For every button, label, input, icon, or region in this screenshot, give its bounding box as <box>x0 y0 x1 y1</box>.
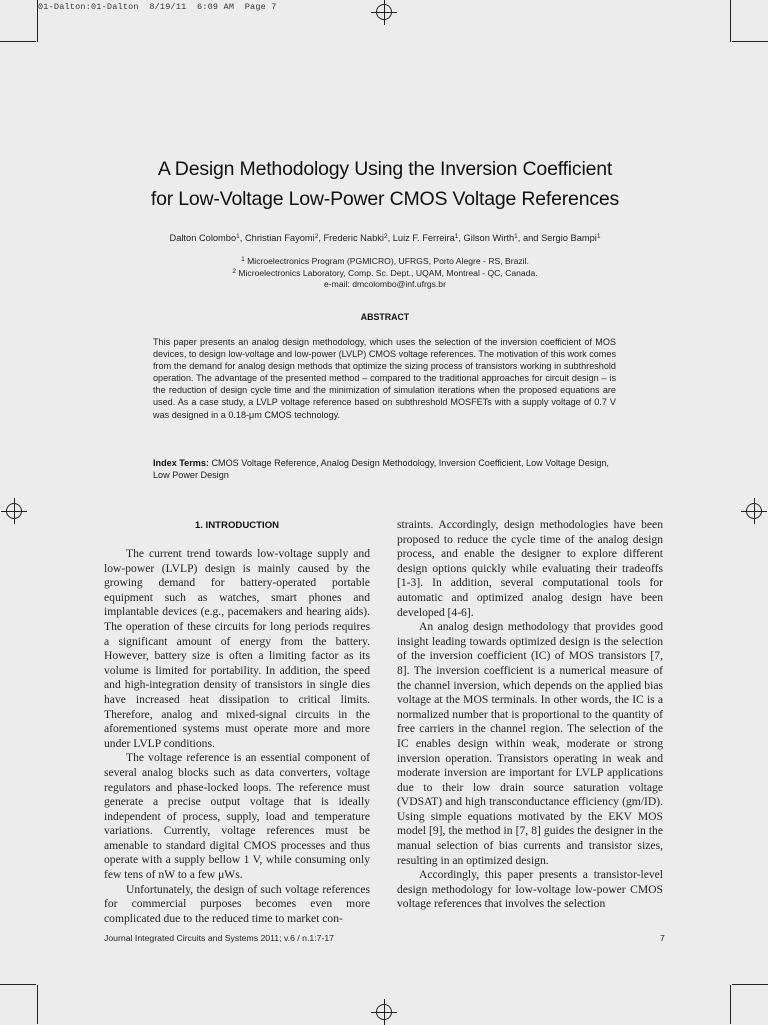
author-name: Luiz F. Ferreira <box>392 233 455 243</box>
author-affiliation-marker: 1 <box>236 233 240 240</box>
registration-mark-icon <box>746 503 762 519</box>
author-separator: , <box>387 233 393 243</box>
index-terms-text: CMOS Voltage Reference, Analog Design Methodology, Inversion Coefficient, Low Voltage Design, Low Power Design <box>153 458 609 481</box>
crop-mark <box>732 41 768 42</box>
author-affiliation-marker: 1 <box>514 233 518 240</box>
affiliation-2 <box>60 268 710 280</box>
paragraph: straints. Accordingly, design methodologies have been proposed to reduce the cycle time of the analog design process, and enable the designer to explore different design options quickly while evaluating their tradeoffs [1-3]. In addition, several computational tools for automatic and optimized analog design have been developed [4-6]. <box>397 518 663 619</box>
affiliations <box>60 256 710 291</box>
affiliation-marker: 2 <box>232 267 236 275</box>
abstract-text: This paper presents an analog design methodology, which uses the selection of the inversion coefficient of MOS devices, to design low-voltage and low-power (LVLP) CMOS voltage references. The motivation of this work comes from the demand for analog design methods that optimize the sizing process of transistors working in subthreshold operation. The advantage of the presented method – compared to the traditional approaches for circuit design – is the reduction of design cycle time and the minimization of simulation iterations when the proposed equations are used. As a case study, a LVLP voltage reference based on subthreshold MOSFETs with a supply voltage of 0.7 V was designed in a 0.18-μm CMOS technology. <box>153 337 616 420</box>
paper-title <box>60 154 710 214</box>
registration-mark-icon <box>6 503 22 519</box>
paragraph: The current trend towards low-voltage supply and low-power (LVLP) design is mainly caused by the growing demand for battery-operated portable equipment such as watches, smart phones and implantable devices (e.g., pacemakers and hearing aids). The operation of these circuits for long periods requires a significant amount of energy from the battery. However, battery size is often a limiting factor as its volume is limited for portability. In addition, the speed and high-integration density of transistors in single dies have increased heat dissipation to critical limits. Therefore, analog and mixed-signal circuits in the aforementioned systems must operate more and more under LVLP conditions. <box>104 547 370 750</box>
paragraph: An analog design methodology that provides good insight leading towards optimized design is the selection of the inversion coefficient (IC) of MOS transistors [7, 8]. The inversion coefficient is a numerical measure of the channel inversion, which depends on the applied bias voltage at the MOS terminals. In other words, the IC is a normalized number that is proportional to the quantity of free carriers in the channel region. The selection of the IC enables design within weak, moderate or strong inversion operation. Transistors operating in weak and moderate inversion are important for LVLP applications due to their low drain source saturation voltage (VDSAT) and high transconductance efficiency (gm/ID). Using simple equations motivated by the EKV MOS model [9], the method in [7, 8] guides the designer in the manual selection of bias currents and transistor sizes, resulting in an optimized design. <box>397 620 663 867</box>
author-name: Dalton Colombo <box>169 233 237 243</box>
affiliation-text: Microelectronics Program (PGMICRO), UFRGS, Porto Alegre - RS, Brazil. <box>244 256 529 266</box>
affiliation-marker: 1 <box>241 256 245 263</box>
author-separator: , and <box>517 233 542 243</box>
author-affiliation-marker: 2 <box>383 233 388 240</box>
registration-mark-icon <box>376 4 392 20</box>
paragraph: Unfortunately, the design of such voltage references for commercial purposes becomes even more complicated due to the reduced time to market con- <box>104 882 370 925</box>
crop-mark <box>732 984 768 985</box>
crop-mark <box>0 41 36 42</box>
right-column <box>397 518 663 912</box>
author-name: Gilson Wirth <box>463 233 515 243</box>
paragraph: Accordingly, this paper presents a transistor-level design methodology for low-voltage low-power CMOS voltage references that involves the selection <box>397 868 663 911</box>
crop-mark <box>0 984 36 985</box>
crop-mark <box>37 0 38 42</box>
author-affiliation-marker: 2 <box>314 233 319 240</box>
email: e-mail: dmcolombo@inf.ufrgs.br <box>324 279 446 289</box>
author-name: Frederic Nabki <box>323 233 384 243</box>
journal-footer: Journal Integrated Circuits and Systems 2011; v.6 / n.1:7-17 <box>104 933 335 943</box>
index-terms <box>153 457 616 482</box>
author-separator: , <box>458 233 464 243</box>
author-affiliation-marker: 1 <box>454 233 459 240</box>
title-line: for Low-Voltage Low-Power CMOS Voltage References <box>150 188 620 210</box>
author-list <box>60 233 710 243</box>
crop-mark <box>730 0 731 42</box>
author-name: Sergio Bampi <box>541 233 597 243</box>
abstract-heading: ABSTRACT <box>360 312 410 322</box>
affiliation-1 <box>60 256 710 268</box>
author-separator: , <box>239 233 245 243</box>
index-terms-label: Index Terms: <box>153 458 209 468</box>
affiliation-text: Microelectronics Laboratory, Comp. Sc. Dept., UQAM, Montreal - QC, Canada. <box>235 267 538 278</box>
author-name: Christian Fayomi <box>244 233 315 243</box>
print-slug: 01-Dalton:01-Dalton 8/19/11 6:09 AM Page 7 <box>38 2 277 12</box>
author-separator: , <box>318 233 324 243</box>
author-affiliation-marker: 1 <box>596 233 601 240</box>
page-number: 7 <box>660 933 665 943</box>
registration-mark-icon <box>376 1004 392 1020</box>
title-line: A Design Methodology Using the Inversion Coefficient <box>157 158 613 180</box>
left-column <box>104 547 370 926</box>
crop-mark <box>37 985 38 1024</box>
section-heading: 1. INTRODUCTION <box>194 520 280 531</box>
paragraph: The voltage reference is an essential component of several analog blocks such as data converters, voltage regulators and phase-locked loops. The reference must generate a precise output voltage that is ideally independent of process, supply, load and temperature variations. Currently, voltage references must be amenable to standard digital CMOS processes and thus operate with a supply bellow 1 V, while consuming only few tens of nW to a few μWs. <box>104 751 370 882</box>
crop-mark <box>730 985 731 1024</box>
